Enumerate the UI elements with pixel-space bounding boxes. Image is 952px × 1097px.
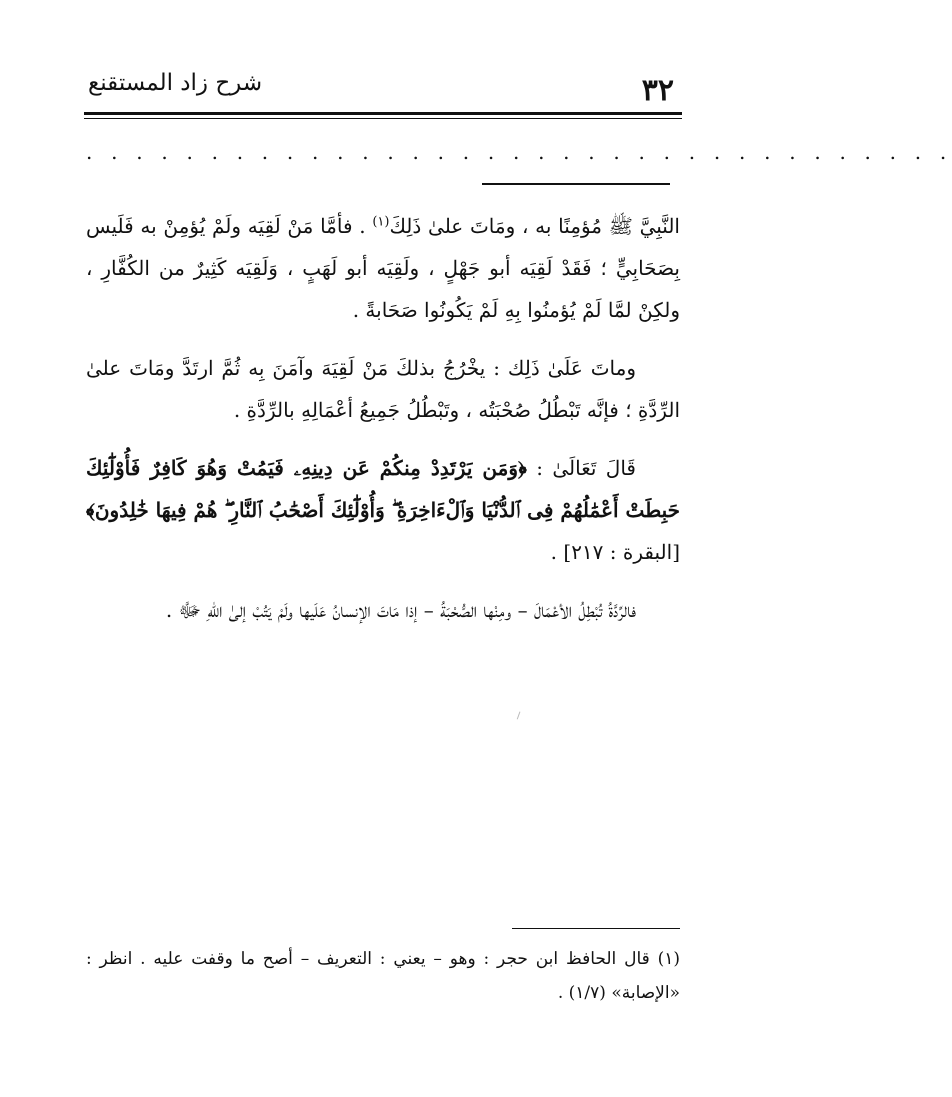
separator-dots: . . . . . . . . . . . . . . . . . . . . . . . . . . . . . . . . . . . (86, 140, 952, 164)
header-rule (84, 112, 682, 115)
page-header (84, 66, 682, 114)
section-rule (482, 183, 670, 185)
page-number: ٣٢ (641, 73, 674, 108)
body-text (86, 205, 680, 647)
footnote-rule (512, 928, 680, 929)
paragraph-3 (86, 447, 680, 573)
paragraph-1-text-a: النَّبِيَّ ﷺ مُؤمِنًا به ، ومَاتَ علىٰ ذَلِكَ (389, 214, 680, 238)
paragraph-4: فالرِّدَّةُ تُبْطِلُ الأعْمَالَ – ومِنْها الصُّحْبَةُ – إذا مَاتَ الإنسانُ عَلَيها ولَمْ يَتُبْ إلىٰ اللّٰهِ ﷻ . (165, 598, 636, 622)
book-title: شرح زاد المستقنع (88, 70, 263, 96)
paragraph-1-text-b: . فأمَّا مَنْ لَقِيَه ولَمْ يُؤمِنْ به فَلَيس بِصَحَابِيٍّ ؛ فَقَدْ لَقِيَه أبو جَهْلٍ ، ولَقِيَه أبو لَهَبٍ ، وَلَقِيَه كَثِيرٌ من الكُفَّارِ ، ولكِنْ لمَّا لَمْ يُؤمنُوا بِهِ لَمْ يَكُونُوا صَحَابةً . (86, 214, 680, 322)
paragraph-1 (86, 205, 680, 331)
header-rule-thin (84, 118, 682, 119)
paragraph-3-intro: قَالَ تَعَالَىٰ : (526, 456, 636, 480)
verse-citation: [البقرة : ٢١٧] . (550, 540, 680, 564)
quran-verse: ﴿وَمَن يَرْتَدِدْ مِنكُمْ عَن دِينِهِۦ فَيَمُتْ وَهُوَ كَافِرٌ فَأُوْلَٰٓئِكَ حَبِطَتْ أَعْمَٰلُهُمْ فِى ٱلدُّنْيَا وَٱلْءَاخِرَةِ ۖ وَأُوْلَٰٓئِكَ أَصْحَٰبُ ٱلنَّارِ ۖ هُمْ فِيهَا خَٰلِدُونَ﴾ (86, 456, 680, 522)
scan-mark (517, 712, 523, 721)
footnote-reference[interactable]: (١) (372, 214, 390, 230)
paragraph-2: وماتَ عَلَىٰ ذَلِك : يخْرُجُ بذلكَ مَنْ لَقِيَهَ وآمَنَ بِه ثُمَّ ارتَدَّ ومَاتَ علىٰ الرِّدَّةِ ؛ فإنَّه تَبْطُلُ صُحْبَتُه ، وتَبْطُلُ جَمِيعُ أعْمَالِهِ بالرِّدَّةِ . (86, 356, 680, 422)
footnote: (١) قال الحافظ ابن حجر : وهو – يعني : التعريف – أصح ما وقفت عليه . انظر : «الإصابة» (١/٧) . (86, 949, 680, 1003)
